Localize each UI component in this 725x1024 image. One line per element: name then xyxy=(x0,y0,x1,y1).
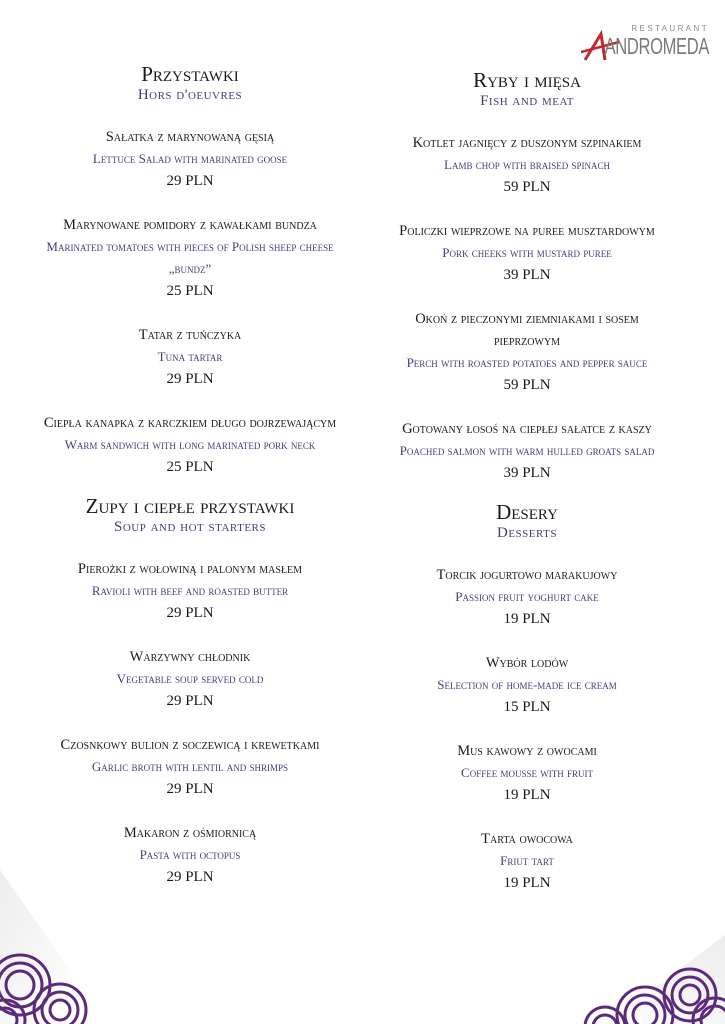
dish-name-en: Garlic broth with lentil and shrimps xyxy=(91,759,289,774)
dish-name-en: Perch with roasted potatoes and pepper sauce xyxy=(406,355,648,370)
dish-name-pl: Marynowane pomidory z kawałkami bundza xyxy=(63,217,317,233)
menu-item xyxy=(20,126,360,192)
menu-item xyxy=(20,324,360,390)
dish-name-pl: Sałatka z marynowaną gęsią xyxy=(105,129,275,145)
dish-price: 29 PLN xyxy=(166,693,214,709)
section-desserts xyxy=(362,500,692,894)
dish-name-en: Poached salmon with warm hulled groats salad xyxy=(399,443,655,458)
section-title: Desery xyxy=(496,500,558,524)
menu-column-left xyxy=(20,62,360,888)
section-title: Zupy i ciepłe przystawki xyxy=(85,494,295,518)
dish-price: 29 PLN xyxy=(166,869,214,885)
dish-name-en: Warm sandwich with long marinated pork neck xyxy=(64,437,316,452)
dish-name-en: Pork cheeks with mustard puree xyxy=(442,245,612,260)
dish-price: 39 PLN xyxy=(503,465,551,481)
dish-price: 15 PLN xyxy=(503,699,551,715)
menu-item xyxy=(20,646,360,712)
dish-name-pl: Ciepła kanapka z karczkiem długo dojrzewającym xyxy=(43,415,337,431)
dish-price: 59 PLN xyxy=(503,377,551,393)
section-soups xyxy=(20,494,360,888)
menu-item xyxy=(20,558,360,624)
dish-name-pl: Torcik jogurtowo marakujowy xyxy=(436,567,618,583)
corner-ornament-right xyxy=(565,935,725,1024)
dish-name-pl: Tarta owocowa xyxy=(481,831,573,847)
menu-item xyxy=(20,214,360,302)
menu-item xyxy=(362,308,692,396)
dish-name-pl: Czosnkowy bulion z soczewicą i krewetkami xyxy=(60,737,320,753)
section-fish-meat xyxy=(362,68,692,484)
dish-name-pl: Wybór lodów xyxy=(485,655,569,671)
section-title: Ryby i mięsa xyxy=(473,68,581,92)
dish-name-en: Lamb chop with braised spinach xyxy=(444,157,610,172)
restaurant-logo xyxy=(581,24,711,66)
section-subtitle: Fish and meat xyxy=(480,93,574,109)
dish-price: 19 PLN xyxy=(503,787,551,803)
dish-name-en: Passion fruit yoghurt cake xyxy=(455,589,599,604)
dish-price: 25 PLN xyxy=(166,283,214,299)
menu-item xyxy=(362,652,692,718)
dish-price: 19 PLN xyxy=(503,875,551,891)
dish-name-pl: Mus kawowy z owocami xyxy=(457,743,597,759)
dish-name-en: Friut tart xyxy=(500,853,554,868)
menu-item xyxy=(362,828,692,894)
dish-name-en: Ravioli with beef and roasted butter xyxy=(91,583,289,598)
menu-item xyxy=(362,220,692,286)
dish-price: 29 PLN xyxy=(166,781,214,797)
logo-small-text: RESTAURANT xyxy=(631,24,709,33)
menu-item xyxy=(362,132,692,198)
dish-name-pl: Warzywny chłodnik xyxy=(129,649,251,665)
dish-name-pl: Okoń z pieczonymi ziemniakami i sosem pieprzowym xyxy=(415,311,639,349)
dish-name-pl: Gotowany łosoś na ciepłej sałatce z kaszy xyxy=(402,421,652,437)
dish-name-en: Selection of home-made ice cream xyxy=(437,677,617,692)
dish-price: 29 PLN xyxy=(166,173,214,189)
corner-ornament-left xyxy=(0,860,150,1024)
section-title: Przystawki xyxy=(141,62,239,86)
dish-name-pl: Tatar z tuńczyka xyxy=(138,327,242,343)
section-starters xyxy=(20,62,360,478)
menu-item xyxy=(20,412,360,478)
dish-name-en: Tuna tartar xyxy=(157,349,223,364)
dish-price: 19 PLN xyxy=(503,611,551,627)
menu-item xyxy=(20,734,360,800)
dish-price: 29 PLN xyxy=(166,371,214,387)
dish-name-en: Pasta with octopus xyxy=(139,847,241,862)
menu-item xyxy=(362,564,692,630)
dish-name-en: Lettuce Salad with marinated goose xyxy=(92,151,288,166)
dish-name-pl: Kotlet jagnięcy z duszonym szpinakiem xyxy=(412,135,642,151)
section-subtitle: Soup and hot starters xyxy=(113,519,266,535)
dish-name-pl: Policzki wieprzowe na puree musztardowym xyxy=(399,223,655,239)
menu-column-right xyxy=(362,68,692,894)
section-subtitle: Desserts xyxy=(496,525,558,541)
section-subtitle: Hors d'oeuvres xyxy=(137,87,243,103)
menu-item xyxy=(362,418,692,484)
dish-name-pl: Makaron z ośmiornicą xyxy=(123,825,257,841)
dish-name-en: Vegetable soup served cold xyxy=(116,671,264,686)
dish-price: 25 PLN xyxy=(166,459,214,475)
menu-item xyxy=(362,740,692,806)
dish-price: 59 PLN xyxy=(503,179,551,195)
dish-name-pl: Pierożki z wołowiną i palonym masłem xyxy=(77,561,303,577)
dish-price: 29 PLN xyxy=(166,605,214,621)
dish-price: 39 PLN xyxy=(503,267,551,283)
logo-big-text: ANDROMEDA xyxy=(604,33,709,59)
dish-name-en: Marinated tomatoes with pieces of Polish sheep cheese „bundz” xyxy=(46,239,334,276)
dish-name-en: Coffee mousse with fruit xyxy=(461,765,593,780)
